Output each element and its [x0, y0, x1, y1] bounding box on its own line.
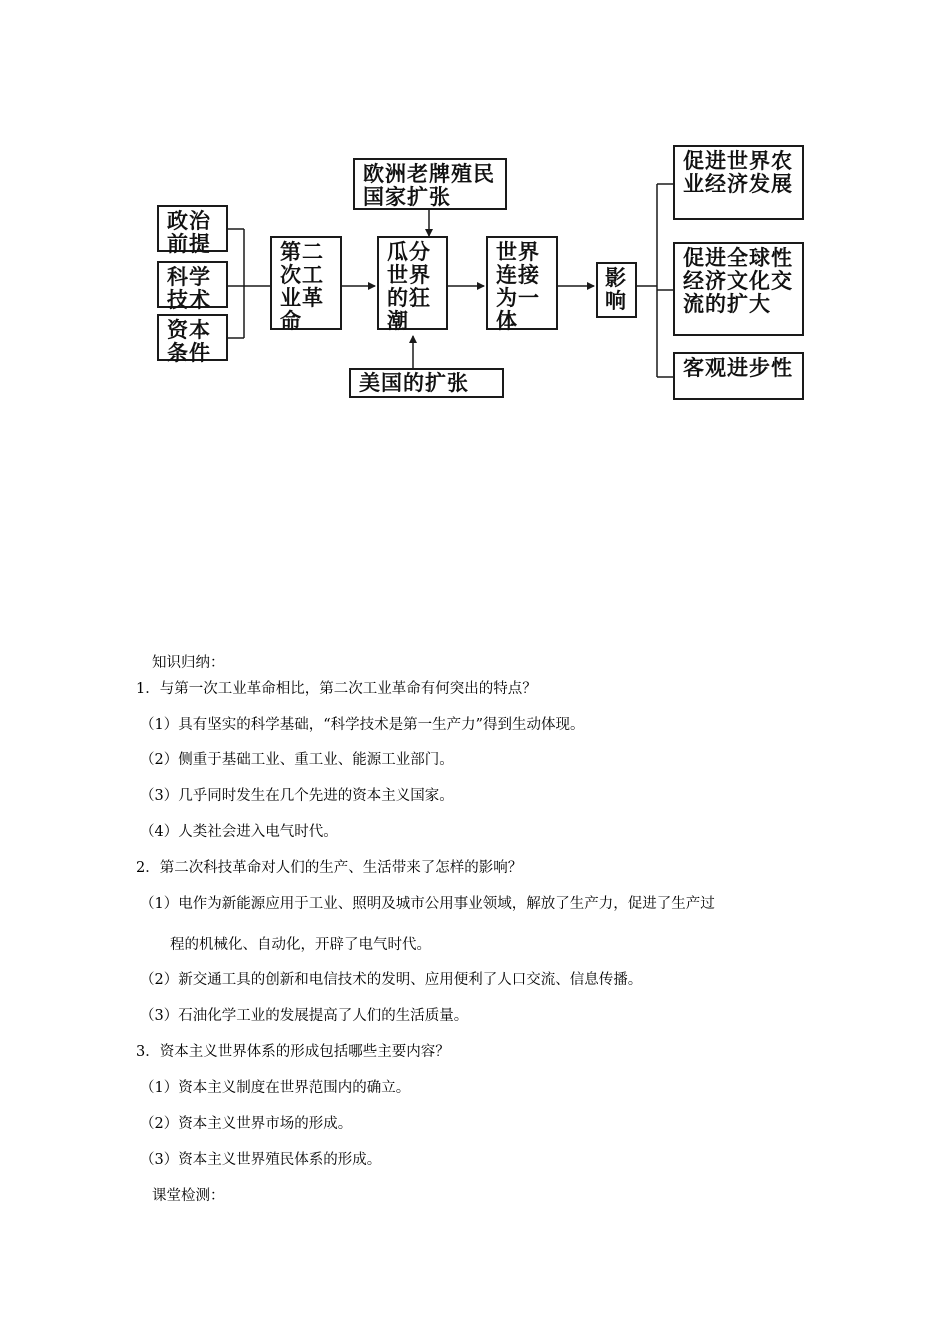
usa-expansion-label: 美国的扩张 — [359, 371, 469, 395]
effect-exchange-label: 促进全球性经济文化交流的扩大 — [683, 246, 793, 316]
usa-expansion-box — [349, 368, 504, 398]
effect-progress-label: 客观进步性 — [683, 356, 793, 380]
europe-expansion-label: 欧洲老牌殖民国家扩张 — [363, 162, 495, 209]
effect-agriculture-box — [673, 145, 804, 220]
q3-item-2: （2）资本主义世界市场的形成。 — [140, 1116, 353, 1132]
q2-item-1-line-1: （1）电作为新能源应用于工业、照明及城市公用事业领域，解放了生产力，促进了生产过 — [140, 896, 715, 912]
question-1: 1．与第一次工业革命相比，第二次工业革命有何突出的特点？ — [136, 681, 537, 697]
condition-capital-box — [157, 314, 228, 365]
effect-agriculture-label: 促进世界农业经济发展 — [683, 149, 793, 196]
q1-item-4: （4）人类社会进入电气时代。 — [140, 824, 338, 840]
diagram-connectors — [0, 0, 950, 420]
condition-technology-box — [157, 261, 228, 312]
q1-item-2: （2）侧重于基础工业、重工业、能源工业部门。 — [140, 752, 454, 768]
influence-label: 影响 — [605, 266, 627, 313]
europe-expansion-box — [353, 158, 507, 210]
classroom-test-heading: 课堂检测： — [152, 1188, 225, 1204]
summary-heading: 知识归纳： — [152, 655, 225, 671]
world-connected-label: 世界连接为一体 — [496, 240, 540, 333]
scramble-label: 瓜分世界的狂潮 — [387, 240, 431, 333]
effect-exchange-box — [673, 242, 804, 336]
question-2: 2．第二次科技革命对人们的生产、生活带来了怎样的影响？ — [136, 860, 523, 876]
q2-item-2: （2）新交通工具的创新和电信技术的发明、应用便利了人口交流、信息传播。 — [140, 972, 643, 988]
q1-item-1: （1）具有坚实的科学基础，“科学技术是第一生产力”得到生动体现。 — [140, 717, 585, 733]
q1-item-3: （3）几乎同时发生在几个先进的资本主义国家。 — [140, 788, 454, 804]
q3-item-3: （3）资本主义世界殖民体系的形成。 — [140, 1152, 382, 1168]
influence-box — [596, 262, 637, 318]
condition-politics-box — [157, 205, 228, 256]
condition-technology-label: 科学技术 — [167, 265, 211, 312]
revolution-label: 第二次工业革命 — [280, 240, 324, 333]
revolution-box — [270, 236, 342, 333]
question-3: 3．资本主义世界体系的形成包括哪些主要内容？ — [136, 1044, 450, 1060]
condition-capital-label: 资本条件 — [167, 318, 211, 365]
effect-progress-box — [673, 352, 804, 400]
q2-item-1-line-2: 程的机械化、自动化，开辟了电气时代。 — [170, 937, 431, 953]
scramble-box — [377, 236, 448, 333]
world-connected-box — [486, 236, 558, 333]
condition-politics-label: 政治前提 — [167, 209, 211, 256]
flow-diagram — [0, 0, 950, 420]
q3-item-1: （1）资本主义制度在世界范围内的确立。 — [140, 1080, 411, 1096]
q2-item-3: （3）石油化学工业的发展提高了人们的生活质量。 — [140, 1008, 469, 1024]
